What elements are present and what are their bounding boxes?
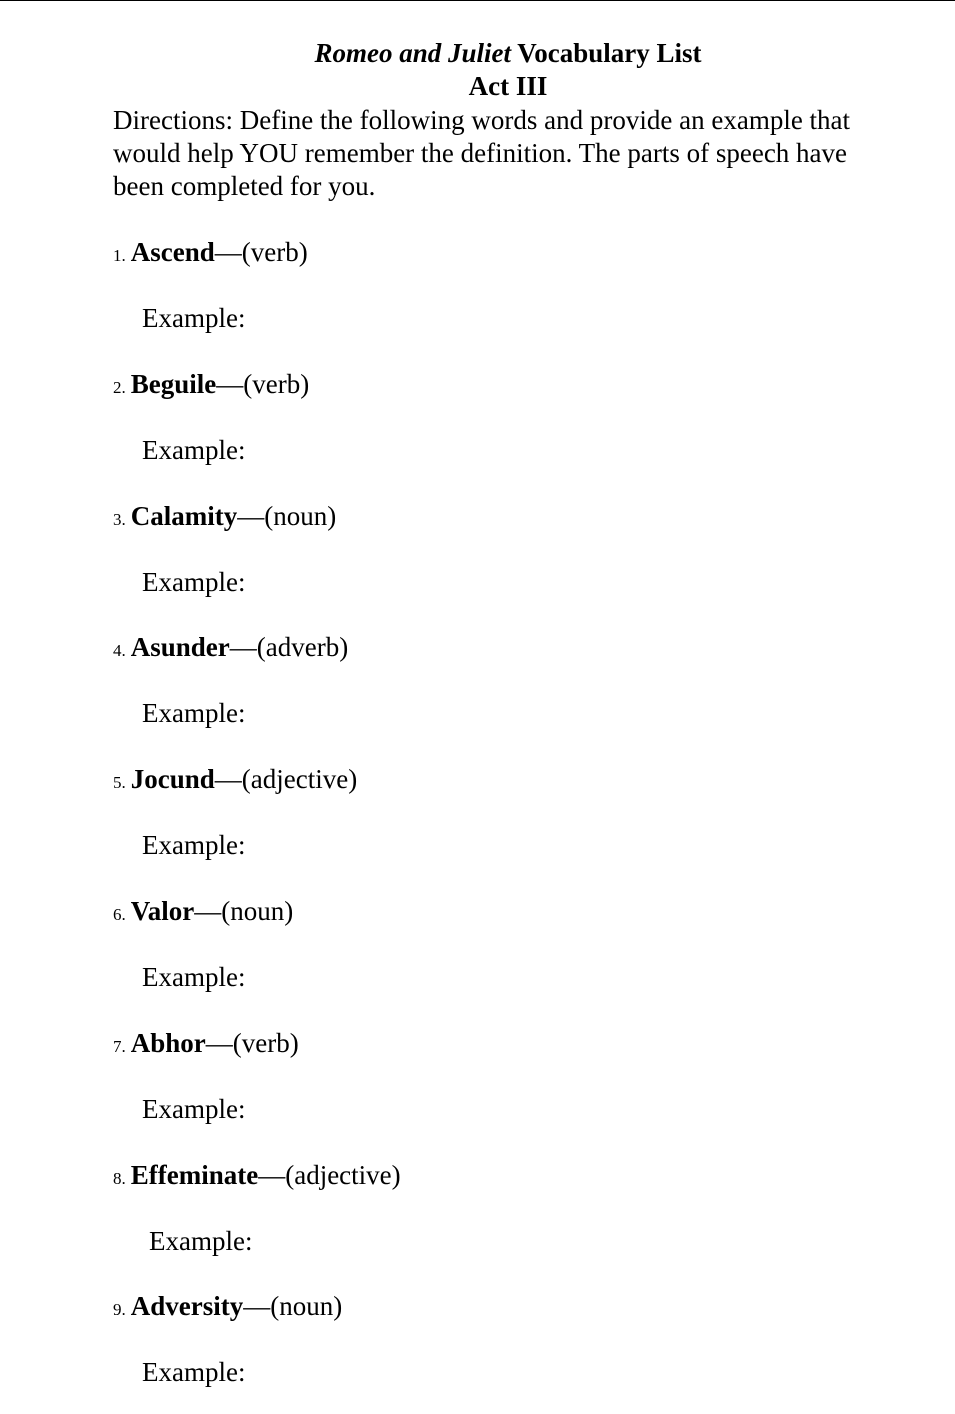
item-number: 1. (113, 246, 126, 265)
vocab-item (113, 500, 336, 536)
vocab-word: Effeminate (130, 1160, 259, 1190)
directions-paragraph: Directions: Define the following words and provide an example that would help YOU remember the definition. The parts of speech have been completed for you. (113, 105, 851, 201)
example-label: Example: (142, 830, 246, 860)
vocab-word: Jocund (130, 764, 215, 794)
example-label: Example: (142, 435, 246, 465)
title-italic-text: Romeo and Juliet (314, 38, 511, 68)
vocab-word: Asunder (130, 632, 230, 662)
vocab-item (113, 763, 357, 799)
vocab-item (113, 368, 309, 404)
example-label: Example: (142, 698, 246, 728)
part-of-speech: —(noun) (194, 896, 294, 926)
vocab-word: Calamity (130, 501, 238, 531)
vocab-item (113, 895, 293, 931)
vocab-item (113, 1290, 342, 1326)
vocab-word: Adversity (130, 1291, 244, 1321)
vocab-word: Ascend (130, 237, 215, 267)
item-number: 7. (113, 1037, 126, 1056)
vocab-word: Valor (130, 896, 195, 926)
part-of-speech: —(verb) (214, 237, 308, 267)
example-label: Example: (142, 567, 246, 597)
vocab-item (113, 1027, 299, 1063)
vocab-item (113, 631, 348, 667)
vocab-word: Beguile (130, 369, 217, 399)
item-number: 3. (113, 510, 126, 529)
example-label: Example: (142, 303, 246, 333)
part-of-speech: —(noun) (237, 501, 337, 531)
example-label: Example: (149, 1226, 253, 1256)
part-of-speech: —(adjective) (258, 1160, 401, 1190)
example-label: Example: (142, 1094, 246, 1124)
part-of-speech: —(verb) (216, 369, 310, 399)
part-of-speech: —(adjective) (214, 764, 358, 794)
example-label: Example: (142, 1357, 246, 1387)
item-number: 6. (113, 905, 126, 924)
item-number: 8. (113, 1169, 126, 1188)
vocab-item (113, 236, 308, 272)
item-number: 4. (113, 641, 126, 660)
example-label: Example: (142, 962, 246, 992)
item-number: 2. (113, 378, 126, 397)
vocab-item (113, 1159, 401, 1195)
part-of-speech: —(verb) (205, 1028, 299, 1058)
part-of-speech: —(adverb) (229, 632, 349, 662)
title-rest-text: Vocabulary List (510, 38, 702, 68)
vocab-word: Abhor (130, 1028, 206, 1058)
subtitle-act: Act III (468, 71, 548, 101)
part-of-speech: —(noun) (243, 1291, 343, 1321)
item-number: 5. (113, 773, 126, 792)
item-number: 9. (113, 1300, 126, 1319)
